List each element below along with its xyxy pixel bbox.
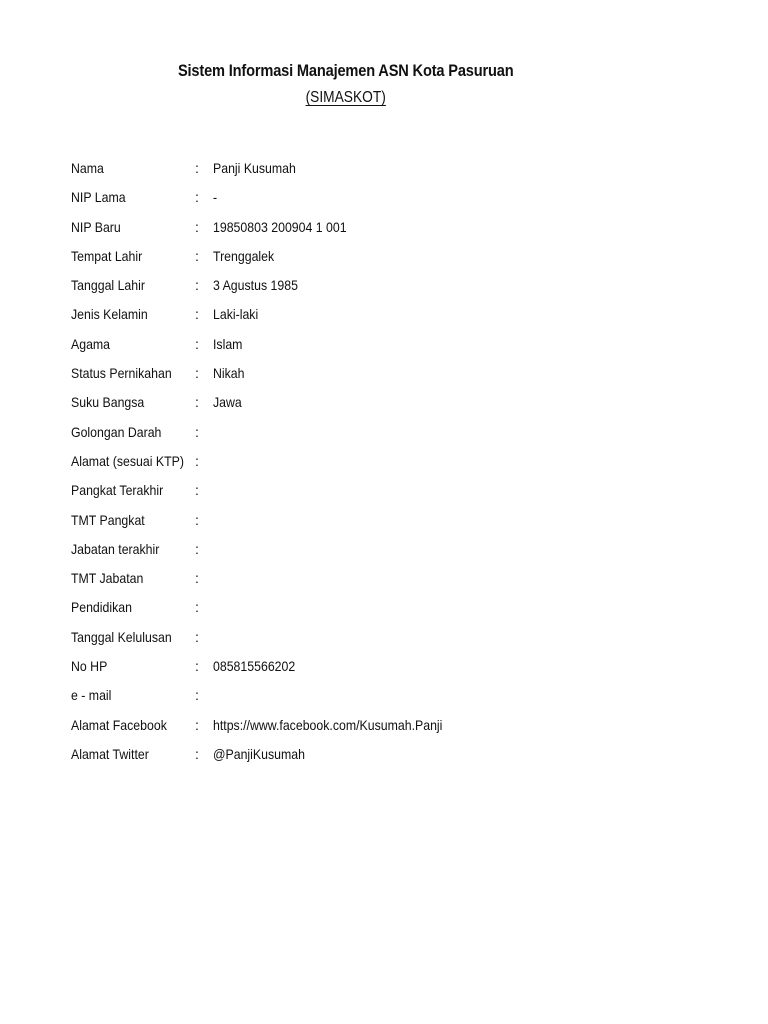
field-row-agama <box>71 333 731 362</box>
field-row-alamat-ktp <box>71 450 731 479</box>
field-separator: : <box>195 511 199 528</box>
field-label: Jabatan terakhir <box>71 540 160 557</box>
field-separator: : <box>195 277 199 294</box>
field-separator: : <box>195 365 199 382</box>
field-label: Status Pernikahan <box>71 365 172 382</box>
field-row-alamat-twitter <box>71 743 731 772</box>
field-row-email <box>71 684 731 713</box>
field-label: Suku Bangsa <box>71 394 145 411</box>
field-label: NIP Lama <box>71 189 126 206</box>
field-label: NIP Baru <box>71 218 121 235</box>
field-label: TMT Jabatan <box>71 570 144 587</box>
field-value: 3 Agustus 1985 <box>213 277 298 294</box>
field-label: Tempat Lahir <box>71 247 143 264</box>
field-label: Golongan Darah <box>71 423 162 440</box>
field-separator: : <box>195 570 199 587</box>
field-row-pendidikan <box>71 596 731 625</box>
field-value: 085815566202 <box>213 658 296 675</box>
field-value: https://www.facebook.com/Kusumah.Panji <box>213 716 443 733</box>
field-separator: : <box>195 599 199 616</box>
field-separator: : <box>195 687 199 704</box>
field-row-nama <box>71 157 731 186</box>
field-row-jenis-kelamin <box>71 303 731 332</box>
field-label: Tanggal Kelulusan <box>71 628 172 645</box>
field-label: Alamat (sesuai KTP) <box>71 452 184 469</box>
field-row-jabatan-terakhir <box>71 538 731 567</box>
field-row-nip-baru <box>71 216 731 245</box>
document-subtitle: (SIMASKOT) <box>305 89 386 106</box>
field-row-tempat-lahir <box>71 245 731 274</box>
field-value: @PanjiKusumah <box>213 745 305 762</box>
field-separator: : <box>195 745 199 762</box>
field-value: Trenggalek <box>213 247 275 264</box>
field-row-tanggal-kelulusan <box>71 626 731 655</box>
field-row-tanggal-lahir <box>71 274 731 303</box>
field-separator: : <box>195 218 199 235</box>
field-separator: : <box>195 189 199 206</box>
field-separator: : <box>195 716 199 733</box>
field-row-tmt-jabatan <box>71 567 731 596</box>
field-separator: : <box>195 658 199 675</box>
field-label: No HP <box>71 658 108 675</box>
field-label: e - mail <box>71 687 112 704</box>
field-value: Jawa <box>213 394 242 411</box>
field-value: Islam <box>213 335 243 352</box>
field-separator: : <box>195 247 199 264</box>
biodata-fields <box>71 157 731 772</box>
field-row-golongan-darah <box>71 421 731 450</box>
field-label: Alamat Twitter <box>71 745 149 762</box>
field-value: 19850803 200904 1 001 <box>213 218 347 235</box>
field-label: Alamat Facebook <box>71 716 167 733</box>
field-label: Jenis Kelamin <box>71 306 148 323</box>
field-separator: : <box>195 423 199 440</box>
field-row-no-hp <box>71 655 731 684</box>
field-row-pangkat-terakhir <box>71 479 731 508</box>
field-row-tmt-pangkat <box>71 509 731 538</box>
field-separator: : <box>195 540 199 557</box>
field-label: Agama <box>71 335 111 352</box>
field-label: Nama <box>71 160 104 176</box>
field-row-suku-bangsa <box>71 391 731 420</box>
field-label: Pendidikan <box>71 599 132 616</box>
field-separator: : <box>195 394 199 411</box>
field-label: TMT Pangkat <box>71 511 145 528</box>
field-value: Nikah <box>213 365 245 382</box>
field-row-alamat-facebook <box>71 714 731 743</box>
field-value: Laki-laki <box>213 306 259 323</box>
field-label: Tanggal Lahir <box>71 277 145 294</box>
field-row-nip-lama <box>71 186 731 215</box>
field-label: Pangkat Terakhir <box>71 482 164 499</box>
field-separator: : <box>195 335 199 352</box>
field-separator: : <box>195 482 199 499</box>
field-separator: : <box>195 628 199 645</box>
document-title: Sistem Informasi Manajemen ASN Kota Pasuruan <box>177 61 514 80</box>
field-separator: : <box>195 306 199 323</box>
field-row-status-pernikahan <box>71 362 731 391</box>
field-value: - <box>213 189 218 206</box>
field-separator: : <box>195 452 199 469</box>
field-separator: : <box>195 160 199 176</box>
field-value: Panji Kusumah <box>213 160 296 176</box>
